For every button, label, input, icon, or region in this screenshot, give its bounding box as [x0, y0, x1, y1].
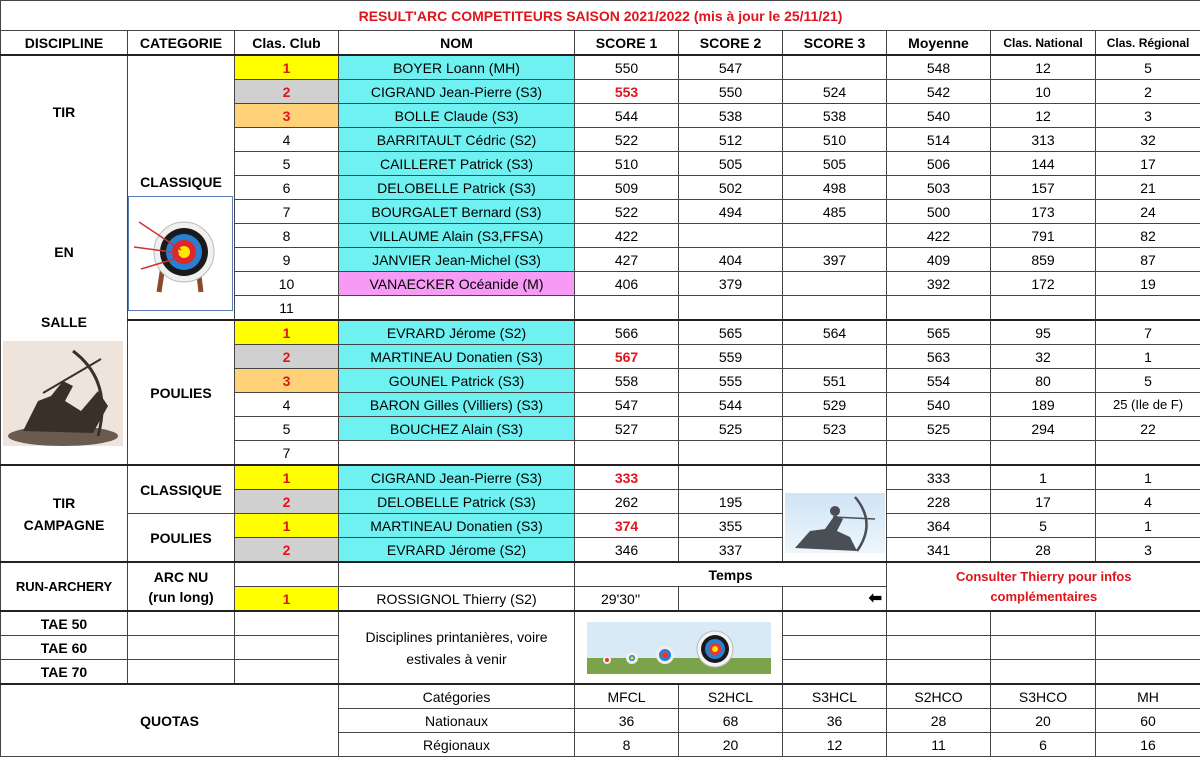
- discipline-tae50: TAE 50: [1, 611, 128, 636]
- archer-statue-icon: [3, 341, 123, 446]
- quota-regional: 6: [991, 733, 1096, 757]
- national-cell: 172: [991, 272, 1096, 296]
- nom-cell: DELOBELLE Patrick (S3): [339, 176, 575, 200]
- discipline-tir-campagne: TIR CAMPAGNE: [1, 465, 128, 562]
- regional-cell: 22: [1096, 417, 1200, 441]
- clas-club-cell: 1: [235, 465, 339, 490]
- national-cell: [991, 296, 1096, 321]
- nom-cell: VILLAUME Alain (S3,FFSA): [339, 224, 575, 248]
- national-cell: 95: [991, 320, 1096, 345]
- regional-cell: 32: [1096, 128, 1200, 152]
- score2-cell: [679, 465, 783, 490]
- score2-cell: 550: [679, 80, 783, 104]
- header-moyenne: Moyenne: [887, 31, 991, 56]
- table-row: [1, 55, 1200, 80]
- clas-club-cell: 3: [235, 104, 339, 128]
- score2-cell: 525: [679, 417, 783, 441]
- moyenne-cell: 525: [887, 417, 991, 441]
- discipline-tir-label: TIR: [52, 104, 76, 120]
- moyenne-cell: 540: [887, 104, 991, 128]
- category-classique: [128, 55, 235, 320]
- regional-cell: 25 (Ile de F): [1096, 393, 1200, 417]
- nom-cell: BARON Gilles (Villiers) (S3): [339, 393, 575, 417]
- score1-cell: 567: [575, 345, 679, 369]
- tae-note: Disciplines printanières, voire estivales à venir: [339, 611, 575, 684]
- clas-club-cell: 6: [235, 176, 339, 200]
- temps-header: Temps: [575, 562, 887, 587]
- national-cell: [991, 441, 1096, 466]
- score1-cell: 510: [575, 152, 679, 176]
- nom-cell: MARTINEAU Donatien (S3): [339, 514, 575, 538]
- discipline-run-archery: RUN-ARCHERY: [1, 562, 128, 611]
- clas-club-cell: 1: [235, 55, 339, 80]
- national-cell: 1: [991, 465, 1096, 490]
- national-cell: [991, 611, 1096, 636]
- score3-cell: 523: [783, 417, 887, 441]
- clas-club-cell: 2: [235, 538, 339, 563]
- score3-cell: 538: [783, 104, 887, 128]
- score2-cell: 538: [679, 104, 783, 128]
- score3-cell: 524: [783, 80, 887, 104]
- score2-cell: [679, 441, 783, 466]
- score2-cell: 505: [679, 152, 783, 176]
- table-row: [1, 611, 1200, 636]
- score1-cell: 544: [575, 104, 679, 128]
- regional-cell: [1096, 660, 1200, 685]
- regional-cell: 21: [1096, 176, 1200, 200]
- score1-cell: 553: [575, 80, 679, 104]
- score2-cell: 547: [679, 55, 783, 80]
- category-cell: [128, 660, 235, 685]
- quota-category: S3HCL: [783, 684, 887, 709]
- regional-cell: [1096, 611, 1200, 636]
- quota-regional: 8: [575, 733, 679, 757]
- clas-club-cell: 8: [235, 224, 339, 248]
- moyenne-cell: 333: [887, 465, 991, 490]
- table-row: [1, 320, 1200, 345]
- moyenne-cell: 514: [887, 128, 991, 152]
- quota-national: 36: [783, 709, 887, 733]
- score3-cell: [783, 296, 887, 321]
- clas-club-cell: 2: [235, 80, 339, 104]
- score1-cell: 406: [575, 272, 679, 296]
- header-score3: SCORE 3: [783, 31, 887, 56]
- nom-cell: EVRARD Jérome (S2): [339, 320, 575, 345]
- regional-cell: 3: [1096, 104, 1200, 128]
- moyenne-cell: 503: [887, 176, 991, 200]
- moyenne-cell: [887, 611, 991, 636]
- targets-field-icon: [587, 622, 771, 674]
- score3-cell: [783, 441, 887, 466]
- clas-club-cell: 7: [235, 200, 339, 224]
- header-row: [1, 31, 1200, 56]
- nom-cell: BOUCHEZ Alain (S3): [339, 417, 575, 441]
- moyenne-cell: 540: [887, 393, 991, 417]
- score1-cell: 509: [575, 176, 679, 200]
- quota-national: 28: [887, 709, 991, 733]
- nom-cell: BARRITAULT Cédric (S2): [339, 128, 575, 152]
- national-cell: [991, 660, 1096, 685]
- quota-regional: 11: [887, 733, 991, 757]
- nom-cell: CIGRAND Jean-Pierre (S3): [339, 80, 575, 104]
- header-discipline: DISCIPLINE: [1, 31, 128, 56]
- header-nom: NOM: [339, 31, 575, 56]
- national-cell: 157: [991, 176, 1096, 200]
- nom-cell: EVRARD Jérome (S2): [339, 538, 575, 563]
- score3-cell: [783, 611, 887, 636]
- moyenne-cell: 554: [887, 369, 991, 393]
- score1-cell: 374: [575, 514, 679, 538]
- score1-cell: 333: [575, 465, 679, 490]
- quota-regional: 16: [1096, 733, 1200, 757]
- clas-club-cell: [235, 611, 339, 636]
- nom-cell: GOUNEL Patrick (S3): [339, 369, 575, 393]
- national-cell: 10: [991, 80, 1096, 104]
- category-arc-nu-label: ARC NU: [153, 568, 209, 585]
- national-cell: 791: [991, 224, 1096, 248]
- score1-cell: [575, 296, 679, 321]
- national-cell: 12: [991, 55, 1096, 80]
- nom-cell: JANVIER Jean-Michel (S3): [339, 248, 575, 272]
- moyenne-cell: 422: [887, 224, 991, 248]
- national-cell: [991, 636, 1096, 660]
- score2-cell: [679, 224, 783, 248]
- table-row: [1, 465, 1200, 490]
- score3-cell: 485: [783, 200, 887, 224]
- score3-cell: [783, 272, 887, 296]
- clas-club-cell: [235, 562, 339, 587]
- clas-club-cell: 1: [235, 514, 339, 538]
- clas-club-cell: 4: [235, 393, 339, 417]
- national-cell: 17: [991, 490, 1096, 514]
- category-run-long-label: (run long): [148, 588, 214, 605]
- score2-cell: 195: [679, 490, 783, 514]
- score3-cell: 551: [783, 369, 887, 393]
- clas-club-cell: 10: [235, 272, 339, 296]
- national-cell: 173: [991, 200, 1096, 224]
- score1-cell: [575, 441, 679, 466]
- score1-cell: 558: [575, 369, 679, 393]
- score3-cell: [783, 224, 887, 248]
- quota-row-label: Nationaux: [339, 709, 575, 733]
- nom-cell: DELOBELLE Patrick (S3): [339, 490, 575, 514]
- clas-club-cell: 2: [235, 345, 339, 369]
- national-cell: 5: [991, 514, 1096, 538]
- moyenne-cell: 565: [887, 320, 991, 345]
- regional-cell: 4: [1096, 490, 1200, 514]
- nom-cell: BOURGALET Bernard (S3): [339, 200, 575, 224]
- quota-national: 20: [991, 709, 1096, 733]
- moyenne-cell: 506: [887, 152, 991, 176]
- clas-club-cell: 1: [235, 587, 339, 612]
- run-note: Consulter Thierry pour infos complémentaires: [887, 562, 1200, 611]
- score3-cell: 397: [783, 248, 887, 272]
- quota-national: 68: [679, 709, 783, 733]
- score2-cell: 337: [679, 538, 783, 563]
- quota-category: S2HCL: [679, 684, 783, 709]
- score3-cell: 498: [783, 176, 887, 200]
- regional-cell: 5: [1096, 369, 1200, 393]
- score3-cell: 510: [783, 128, 887, 152]
- national-cell: 313: [991, 128, 1096, 152]
- regional-cell: 87: [1096, 248, 1200, 272]
- national-cell: 28: [991, 538, 1096, 563]
- discipline-salle-label: SALLE: [41, 314, 87, 330]
- discipline-tae60: TAE 60: [1, 636, 128, 660]
- moyenne-cell: 500: [887, 200, 991, 224]
- header-clas-regional: Clas. Régional: [1096, 31, 1200, 56]
- national-cell: 80: [991, 369, 1096, 393]
- score1-cell: 522: [575, 200, 679, 224]
- nom-cell: BOLLE Claude (S3): [339, 104, 575, 128]
- archer-kneeling-icon: [785, 493, 885, 553]
- nom-cell: ROSSIGNOL Thierry (S2): [339, 587, 575, 612]
- nom-cell: [339, 441, 575, 466]
- table-row: [1, 514, 1200, 538]
- score2-cell: 355: [679, 514, 783, 538]
- national-cell: 189: [991, 393, 1096, 417]
- score1-cell: 262: [575, 490, 679, 514]
- regional-cell: 5: [1096, 55, 1200, 80]
- quota-row: [1, 684, 1200, 709]
- nom-cell: BOYER Loann (MH): [339, 55, 575, 80]
- national-cell: 144: [991, 152, 1096, 176]
- clas-club-cell: 9: [235, 248, 339, 272]
- score2-cell: [679, 296, 783, 321]
- category-arc-nu: [128, 562, 235, 611]
- header-categorie: CATEGORIE: [128, 31, 235, 56]
- score2-cell: 502: [679, 176, 783, 200]
- national-cell: 294: [991, 417, 1096, 441]
- regional-cell: [1096, 441, 1200, 466]
- quota-category: S2HCO: [887, 684, 991, 709]
- clas-club-cell: 3: [235, 369, 339, 393]
- clas-club-cell: 2: [235, 490, 339, 514]
- category-campagne-poulies: POULIES: [128, 514, 235, 563]
- archer-kneeling-cell: [783, 465, 887, 562]
- regional-cell: 17: [1096, 152, 1200, 176]
- quota-national: 36: [575, 709, 679, 733]
- quota-row-label: Catégories: [339, 684, 575, 709]
- moyenne-cell: 364: [887, 514, 991, 538]
- regional-cell: 2: [1096, 80, 1200, 104]
- category-classique-label: CLASSIQUE: [140, 174, 222, 190]
- clas-club-cell: 11: [235, 296, 339, 321]
- target-icon: [128, 196, 233, 311]
- nom-cell: CIGRAND Jean-Pierre (S3): [339, 465, 575, 490]
- temps-cell: 29'30'': [575, 587, 679, 612]
- clas-club-cell: 5: [235, 417, 339, 441]
- moyenne-cell: [887, 296, 991, 321]
- discipline-quotas: QUOTAS: [1, 684, 339, 757]
- regional-cell: [1096, 296, 1200, 321]
- quota-category: MFCL: [575, 684, 679, 709]
- score2-cell: 555: [679, 369, 783, 393]
- regional-cell: 24: [1096, 200, 1200, 224]
- discipline-en-label: EN: [54, 244, 74, 260]
- quota-regional: 12: [783, 733, 887, 757]
- national-cell: 32: [991, 345, 1096, 369]
- clas-club-cell: 4: [235, 128, 339, 152]
- header-score1: SCORE 1: [575, 31, 679, 56]
- score1-cell: 566: [575, 320, 679, 345]
- regional-cell: 82: [1096, 224, 1200, 248]
- score3-cell: [783, 587, 887, 612]
- clas-club-cell: [235, 636, 339, 660]
- score1-cell: 422: [575, 224, 679, 248]
- score2-cell: 494: [679, 200, 783, 224]
- quota-category: S3HCO: [991, 684, 1096, 709]
- quota-national: 60: [1096, 709, 1200, 733]
- score3-cell: [783, 636, 887, 660]
- quota-category: MH: [1096, 684, 1200, 709]
- score1-cell: 427: [575, 248, 679, 272]
- table-row: [1, 562, 1200, 587]
- score2-cell: 565: [679, 320, 783, 345]
- score3-cell: 529: [783, 393, 887, 417]
- targets-field-cell: [575, 611, 783, 684]
- regional-cell: 1: [1096, 345, 1200, 369]
- page-title: RESULT'ARC COMPETITEURS SAISON 2021/2022 (mis à jour le 25/11/21): [1, 1, 1200, 31]
- category-poulies: POULIES: [128, 320, 235, 465]
- left-arrow-icon: ⬅: [868, 590, 882, 607]
- clas-club-cell: 1: [235, 320, 339, 345]
- moyenne-cell: [887, 441, 991, 466]
- score3-cell: [783, 55, 887, 80]
- score2-cell: 379: [679, 272, 783, 296]
- nom-cell: VANAECKER Océanide (M): [339, 272, 575, 296]
- score3-cell: 564: [783, 320, 887, 345]
- score2-cell: 544: [679, 393, 783, 417]
- moyenne-cell: 563: [887, 345, 991, 369]
- header-clas-club: Clas. Club: [235, 31, 339, 56]
- clas-club-cell: 5: [235, 152, 339, 176]
- moyenne-cell: 341: [887, 538, 991, 563]
- nom-cell: [339, 562, 575, 587]
- category-campagne-classique: CLASSIQUE: [128, 465, 235, 514]
- regional-cell: [1096, 636, 1200, 660]
- score2-cell: 512: [679, 128, 783, 152]
- header-clas-national: Clas. National: [991, 31, 1096, 56]
- quota-regional: 20: [679, 733, 783, 757]
- national-cell: 859: [991, 248, 1096, 272]
- score1-cell: 522: [575, 128, 679, 152]
- nom-cell: CAILLERET Patrick (S3): [339, 152, 575, 176]
- regional-cell: 3: [1096, 538, 1200, 563]
- score1-cell: 527: [575, 417, 679, 441]
- category-cell: [128, 611, 235, 636]
- score1-cell: 547: [575, 393, 679, 417]
- national-cell: 12: [991, 104, 1096, 128]
- score1-cell: 550: [575, 55, 679, 80]
- score3-cell: [783, 345, 887, 369]
- moyenne-cell: 409: [887, 248, 991, 272]
- nom-cell: [339, 296, 575, 321]
- score2-cell: 404: [679, 248, 783, 272]
- nom-cell: MARTINEAU Donatien (S3): [339, 345, 575, 369]
- moyenne-cell: [887, 660, 991, 685]
- clas-club-cell: 7: [235, 441, 339, 466]
- score3-cell: 505: [783, 152, 887, 176]
- moyenne-cell: [887, 636, 991, 660]
- score2-cell: [679, 587, 783, 612]
- regional-cell: 19: [1096, 272, 1200, 296]
- score2-cell: 559: [679, 345, 783, 369]
- moyenne-cell: 392: [887, 272, 991, 296]
- clas-club-cell: [235, 660, 339, 685]
- regional-cell: 7: [1096, 320, 1200, 345]
- score3-cell: [783, 660, 887, 685]
- discipline-tae70: TAE 70: [1, 660, 128, 685]
- moyenne-cell: 542: [887, 80, 991, 104]
- discipline-salle: [1, 55, 128, 465]
- score1-cell: 346: [575, 538, 679, 563]
- regional-cell: 1: [1096, 514, 1200, 538]
- header-score2: SCORE 2: [679, 31, 783, 56]
- quota-row-label: Régionaux: [339, 733, 575, 757]
- moyenne-cell: 228: [887, 490, 991, 514]
- moyenne-cell: 548: [887, 55, 991, 80]
- category-cell: [128, 636, 235, 660]
- regional-cell: 1: [1096, 465, 1200, 490]
